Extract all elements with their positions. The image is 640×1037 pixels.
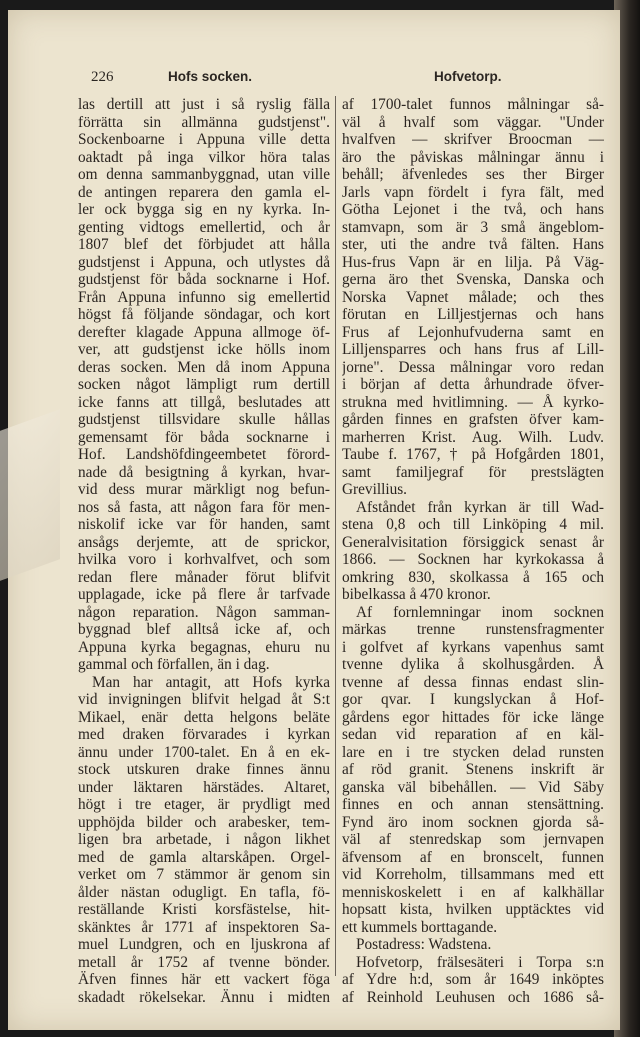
running-title-right: Hofvetorp. [434,69,502,84]
text-line: vid Korreholm, tillsammans med ett [342,866,604,883]
text-line: af röd granit. Stenens inskrift är [342,761,604,778]
text-line: hvalfven — skrifver Broocman — [342,131,604,148]
text-line: las dertill att just i så ryslig fälla [78,96,330,113]
book-page [8,10,620,1030]
text-line: gudstjenst för båda socknarne i Hof. [78,271,330,288]
text-line: Postadress: Wadstena. [356,936,492,953]
text-line: vid dess murar märkligt nog befun- [78,481,330,498]
text-line: märkas trenne runstensfragmenter [342,621,604,638]
text-line: väl å hvalf som väggar. "Under [342,113,604,131]
text-line: skänktes år 1771 af inspektoren Sa- [78,918,330,936]
text-line: Frus af Lejonhufvuderna samt en [342,323,604,341]
text-line: derefter klagade Appuna allmoge öf- [78,323,330,341]
text-line: stamvapn, som är 3 små ängeblom- [342,218,604,236]
text-line: nos så fasta, att någon fara för men- [78,498,330,516]
text-line: af Ydre h:d, som år 1649 inköptes [342,971,604,988]
text-line: med de gamla altarskåpen. Orgel- [78,848,330,866]
text-line: Götha Lejonet i the två, och hans [342,201,604,218]
text-line: metall år 1752 af tvenne bönder. [78,953,330,971]
text-line: Fynd äro inom socknen gjorda så- [342,813,604,831]
text-line: Man har antagit, att Hofs kyrka [92,673,330,691]
text-line: ålder nästan odugligt. En tafla, fö- [78,883,330,901]
text-line: Mikael, enär detta helgons beläte [78,708,330,726]
text-line: nade då besigtning å kyrkan, hvar- [78,463,330,481]
text-line: vid invigningen blifvit helgad åt S:t [78,691,330,708]
text-line: icke fanns att tillgå, beslutades att [78,393,330,411]
text-line: byggnad blef alltså icke af, och [78,621,330,638]
text-line: reställande Kristi korsfästelse, hit- [78,901,330,918]
text-line: gudstjenst tillsvidare skulle hållas [78,411,330,428]
text-line: af 1700-talet funnos målningar så- [342,96,604,113]
text-line: äfvensom af en bronscelt, funnen [342,848,604,866]
text-line: Sockenboarne i Appuna ville detta [78,131,330,148]
text-line: i början af detta århundrade öfver- [342,376,604,393]
text-line: i golfvet af kyrkans vapenhus samt [342,638,604,656]
text-line: strukna med hvitlimning. — Å kyrko- [342,393,604,411]
text-line: hvilka voro i korhvalfvet, och som [78,551,330,568]
text-line: Äfven finnes här ett vackert föga [78,971,330,988]
text-line: gudstjenst i Appuna, och utlystes då [78,253,330,271]
text-line: gerna äro thet Svenska, Danska och [342,271,604,288]
text-line: Jarls vapn fördelt i fyra fält, med [342,183,604,201]
text-line: ansågs derjemte, att de sprickor, [78,533,330,551]
text-line: 1866. — Socknen har kyrkokassa å [342,551,604,568]
text-line: muel Lundgren, och en ljuskrona af [78,936,330,953]
text-line: tvenne dylika å skolhusgården. Å [342,656,604,673]
text-line: högst få följande söndagar, och kort [78,306,330,323]
text-line: genting vidtogs emellertid, och år [78,218,330,236]
running-title-left: Hofs socken. [168,69,253,84]
text-line: med draken förvarades i kyrkan [78,726,330,743]
text-line: Från Appuna infunno sig emellertid [78,288,330,306]
text-line: upplagade, icke på flere år tarfvade [78,586,330,603]
text-line: gor qvar. I kungslyckan å Hof- [342,691,604,708]
text-line: bibelkassa å 470 kronor. [342,586,491,603]
text-line: de antingen reparera den gamla el- [78,183,330,201]
text-line: Hof. Landshöfdingeembetet förord- [78,446,330,463]
text-line: Afståndet från kyrkan är till Wad- [356,498,604,516]
text-line: om denna sammanbyggnad, utan ville [78,166,330,183]
text-line: Norska Vapnet målade; och thes [342,288,604,306]
text-line: Generalvisitation försiggick senast år [342,533,604,551]
text-line: upphöjda bilder och arabesker, tem- [78,813,330,831]
text-line: Hus-frus Vapn är en lilja. På Väg- [342,253,604,271]
text-line: hopsatt kista, hvilken upptäcktes vid [342,901,604,918]
text-line: samt familjegraf för prestslägten [342,463,604,481]
text-line: af Reinhold Leuhusen och 1686 så- [342,988,604,1006]
text-line: ster, uti the andre två fälten. Hans [342,236,604,253]
text-line: ganska väl bibehållen. — Vid Säby [342,778,604,796]
text-line: socken något lämpligt rum dertill [78,376,330,393]
text-line: ver, att gudstjenst icke hölls inom [78,341,330,358]
text-line: någon reparation. Någon samman- [78,603,330,621]
text-line: gemensamt för båda socknarne i [78,428,330,446]
right-column [342,96,604,1006]
text-line: 1807 blef det förbjudet att hålla [78,236,330,253]
text-line: ligen bra arbetade, i någon likhet [78,831,330,848]
text-line: gården finnes en grafsten öfver kam- [342,411,604,428]
page-number: 226 [91,69,114,85]
text-line: gammal och förfallen, än i dag. [78,656,270,673]
text-line: Hofvetorp, frälsesäteri i Torpa s:n [356,953,604,971]
text-line: äro the påviskas målningar ännu i [342,148,604,166]
text-line: redan flere månader förut blifvit [78,568,330,586]
text-line: deras socken. Men då inom Appuna [78,358,330,376]
text-line: Af fornlemningar inom socknen [356,603,604,621]
text-line: lare en i tre stycken delad runsten [342,743,604,761]
text-line: sedan vid reparation af en käl- [342,726,604,743]
text-line: förutan en Lilljestjernas och hans [342,306,604,323]
text-line: skadadt rökelsekar. Ännu i midten [78,988,330,1006]
left-column [78,96,330,1006]
text-line: omkring 830, skolkassa å 165 och [342,568,604,586]
text-line: ler ock bygga sig en ny kyrka. In- [78,201,330,218]
text-line: väl af stenredskap som jernvapen [342,831,604,848]
text-line: Taube f. 1767, † på Hofgården 1801, [342,446,604,463]
text-line: stena 0,8 och till Linköping 4 mil. [342,516,604,533]
text-line: verket om 7 stämmor är genom sin [78,866,330,883]
column-rule [335,96,336,976]
text-line: jorne". Dessa målningar voro redan [342,358,604,376]
text-line: Grevillius. [342,481,408,498]
text-line: menniskoskelett i en af kalkhällar [342,883,604,901]
text-line: stock utskuren drake finnes ännu [78,761,330,778]
text-line: tvenne af dessa finnas endast slin- [342,673,604,691]
text-line: högt i tre etager, är prydligt med [78,796,330,813]
text-line: ännu under 1700-talet. En å en ek- [78,743,330,761]
text-line: ett kummels borttagande. [342,918,498,936]
text-line: marherren Krist. Aug. Wilh. Ludv. [342,428,604,446]
text-line: behåll; äfvenledes ses ther Birger [342,166,604,183]
page-header [8,65,620,89]
text-line: Appuna kyrka begagnas, ehuru nu [78,638,330,656]
text-line: under läktaren härstädes. Altaret, [78,778,330,796]
page-fold [0,409,60,581]
text-line: niskolif icke var för handen, samt [78,516,330,533]
text-line: Lilljensparres och hans frus af Lill- [342,341,604,358]
text-line: oaktadt på inga vilkor höra talas [78,148,330,166]
text-line: gårdens egor hittades för icke länge [342,708,604,726]
text-line: förrätta sin allmänna gudstjenst". [78,113,330,131]
text-line: finnes en och annan stensättning. [342,796,604,813]
